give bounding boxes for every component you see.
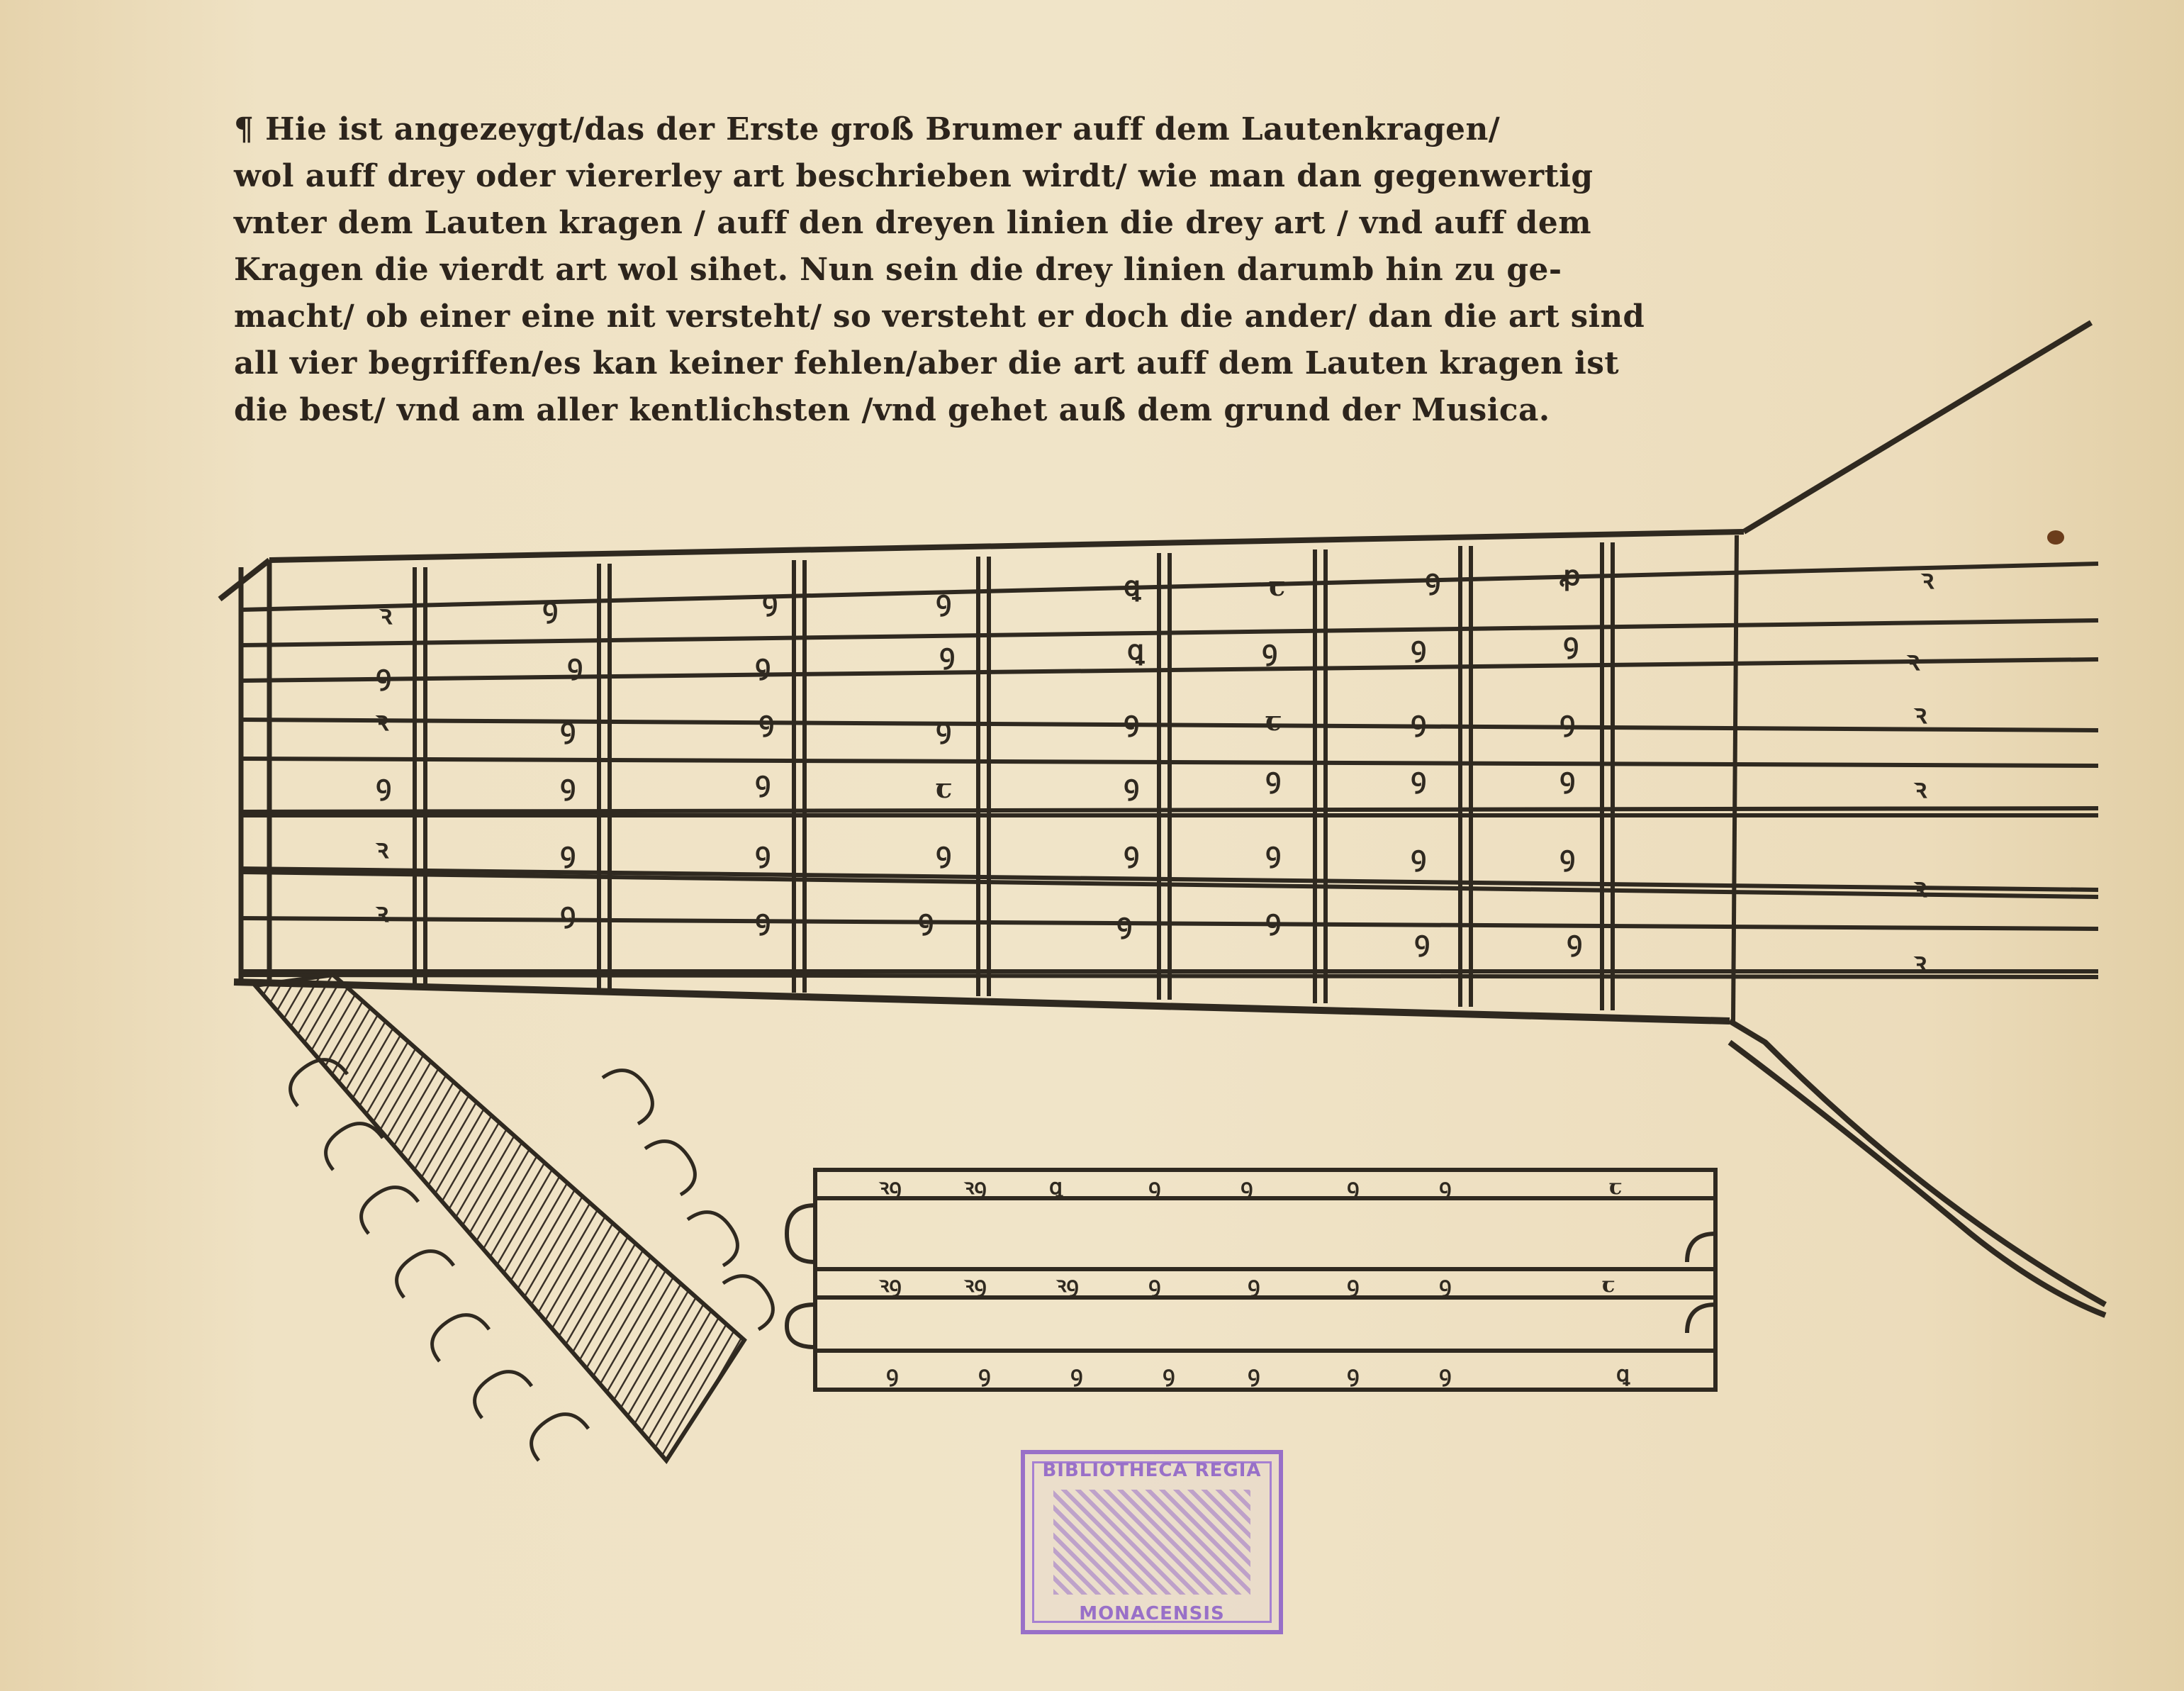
svg-text:ꝗ: ꝗ [1127, 634, 1145, 666]
svg-text:ꝯ: ꝯ [560, 712, 576, 744]
text-line-6: all vier begriffen/es kan keiner fehlen/aber die art auff dem Lauten kragen ist [234, 345, 1620, 381]
svg-text:ꝯ: ꝯ [1148, 1273, 1161, 1297]
svg-text:ꝛ: ꝛ [1921, 563, 1934, 595]
svg-text:ꝯ: ꝯ [542, 591, 559, 623]
svg-text:ꝯ: ꝯ [1411, 761, 1427, 793]
svg-text:ꝯ: ꝯ [886, 1362, 899, 1387]
svg-text:ꝯ: ꝯ [1248, 1362, 1260, 1387]
svg-text:ꝛꝯ: ꝛꝯ [964, 1175, 987, 1200]
svg-text:ꝯ: ꝯ [1563, 627, 1579, 659]
svg-text:ꝛꝯ: ꝛꝯ [879, 1175, 902, 1200]
svg-text:ꝯ: ꝯ [1411, 839, 1427, 871]
svg-text:ꝯ: ꝯ [1347, 1175, 1360, 1200]
svg-text:ꝯ: ꝯ [1559, 705, 1576, 737]
svg-text:ꝯ: ꝯ [1124, 836, 1140, 868]
svg-text:ꝯ: ꝯ [567, 648, 583, 680]
svg-text:ꝛꝯ: ꝛꝯ [879, 1273, 902, 1297]
svg-text:ꝯ: ꝯ [1241, 1175, 1253, 1200]
svg-text:ꝯ: ꝯ [1439, 1273, 1452, 1297]
svg-text:ꝯ: ꝯ [936, 584, 952, 616]
svg-text:ꝯ: ꝯ [755, 836, 771, 868]
svg-text:ꝯ: ꝯ [1148, 1175, 1161, 1200]
svg-text:ꝛ: ꝛ [1907, 644, 1920, 676]
svg-text:ꝯ: ꝯ [939, 637, 956, 669]
svg-text:ꝯ: ꝯ [1070, 1362, 1083, 1387]
svg-text:ꝯ: ꝯ [762, 584, 778, 616]
text-line-3: vnter dem Lauten kragen / auff den dreyen linien die drey art / vnd auff dem [234, 205, 1592, 241]
stamp-crest [1053, 1490, 1250, 1595]
svg-text:ꝯ: ꝯ [758, 705, 775, 737]
svg-text:ꝛ: ꝛ [1914, 946, 1927, 978]
svg-text:ꝯ: ꝯ [1411, 705, 1427, 737]
svg-text:ꝗ: ꝗ [1124, 570, 1141, 602]
svg-text:ꝯ: ꝯ [1265, 761, 1282, 793]
svg-text:ꝯ: ꝯ [1414, 925, 1430, 956]
svg-text:ꝗ: ꝗ [1049, 1175, 1063, 1200]
svg-text:ꝯ: ꝯ [376, 769, 392, 800]
svg-text:ꝯ: ꝯ [1347, 1273, 1360, 1297]
svg-text:ꝯ: ꝯ [560, 836, 576, 868]
svg-text:ꝯ: ꝯ [1439, 1362, 1452, 1387]
tablature-staff-marks [878, 1175, 1630, 1387]
svg-text:ꝯ: ꝯ [755, 765, 771, 797]
svg-text:ꝛꝯ: ꝛꝯ [964, 1273, 987, 1297]
stamp-bottom-text: MONACENSIS [1079, 1603, 1225, 1624]
svg-text:ꝯ: ꝯ [1265, 836, 1282, 868]
svg-text:ꝛ: ꝛ [376, 832, 389, 864]
svg-text:ꝯ: ꝯ [1248, 1273, 1260, 1297]
svg-text:ꝯ: ꝯ [1262, 634, 1278, 666]
svg-text:ꝯ: ꝯ [1559, 761, 1576, 793]
text-line-2: wol auff drey oder viererley art beschrieben wirdt/ wie man dan gegenwertig [234, 158, 1594, 194]
svg-text:ꝯ: ꝯ [936, 712, 952, 744]
svg-text:ꝯ: ꝯ [755, 648, 771, 680]
svg-text:ꞇ: ꞇ [1265, 705, 1282, 737]
text-line-4: Kragen die vierdt art wol sihet. Nun sein die drey linien darumb hin zu ge- [234, 252, 1562, 288]
svg-text:ꝛ: ꝛ [1914, 698, 1927, 730]
svg-text:ꝯ: ꝯ [1425, 563, 1441, 595]
svg-text:ꝯ: ꝯ [1559, 839, 1576, 871]
svg-text:ꝛꝯ: ꝛꝯ [1056, 1273, 1079, 1297]
svg-text:ꝯ: ꝯ [1124, 769, 1140, 800]
svg-text:ꞇ: ꞇ [1609, 1175, 1623, 1200]
svg-text:ꝗ: ꝗ [1616, 1362, 1630, 1387]
lute-body-outline [1730, 323, 2105, 1315]
svg-text:ꝯ: ꝯ [1265, 903, 1282, 935]
svg-text:ꝯ: ꝯ [560, 769, 576, 800]
ink-spot [2047, 530, 2064, 545]
svg-text:ꝯ: ꝯ [1411, 630, 1427, 662]
svg-text:ꞇ: ꞇ [1269, 570, 1286, 602]
text-line-5: macht/ ob einer eine nit versteht/ so versteht er doch die ander/ dan die art sind [234, 298, 1645, 335]
svg-text:ꝯ: ꝯ [755, 903, 771, 935]
svg-text:ꝯ: ꝯ [1163, 1362, 1175, 1387]
stamp-top-text: BIBLIOTHECA REGIA [1042, 1460, 1262, 1481]
library-stamp [1021, 1450, 1283, 1634]
svg-text:ꝯ: ꝯ [1439, 1175, 1452, 1200]
svg-text:ꝓ: ꝓ [1559, 559, 1581, 591]
svg-text:ꞇ: ꞇ [1602, 1273, 1615, 1297]
svg-text:ꝯ: ꝯ [1347, 1362, 1360, 1387]
text-line-1: ¶ Hie ist angezeygt/das der Erste groß Brumer auff dem Lautenkragen/ [234, 111, 1501, 147]
svg-text:ꝯ: ꝯ [936, 836, 952, 868]
pegbox [255, 975, 773, 1461]
svg-text:ꝯ: ꝯ [1116, 907, 1133, 939]
svg-text:ꝛ: ꝛ [376, 896, 389, 928]
svg-text:ꝯ: ꝯ [560, 896, 576, 928]
svg-text:ꝯ: ꝯ [376, 659, 392, 691]
svg-text:ꝯ: ꝯ [1124, 705, 1140, 737]
lute-frets [415, 542, 1613, 1010]
svg-text:ꝯ: ꝯ [978, 1362, 991, 1387]
svg-text:ꝯ: ꝯ [1567, 925, 1583, 956]
svg-text:ꝛ: ꝛ [376, 705, 389, 737]
svg-text:ꝛ: ꝛ [1914, 871, 1927, 903]
svg-text:ꝛ: ꝛ [379, 598, 393, 630]
svg-text:ꝯ: ꝯ [918, 903, 934, 935]
svg-text:ꝛ: ꝛ [1914, 772, 1927, 804]
text-line-7: die best/ vnd am aller kentlichsten /vnd gehet auß dem grund der Musica. [234, 392, 1550, 428]
svg-text:ꞇ: ꞇ [936, 772, 953, 804]
